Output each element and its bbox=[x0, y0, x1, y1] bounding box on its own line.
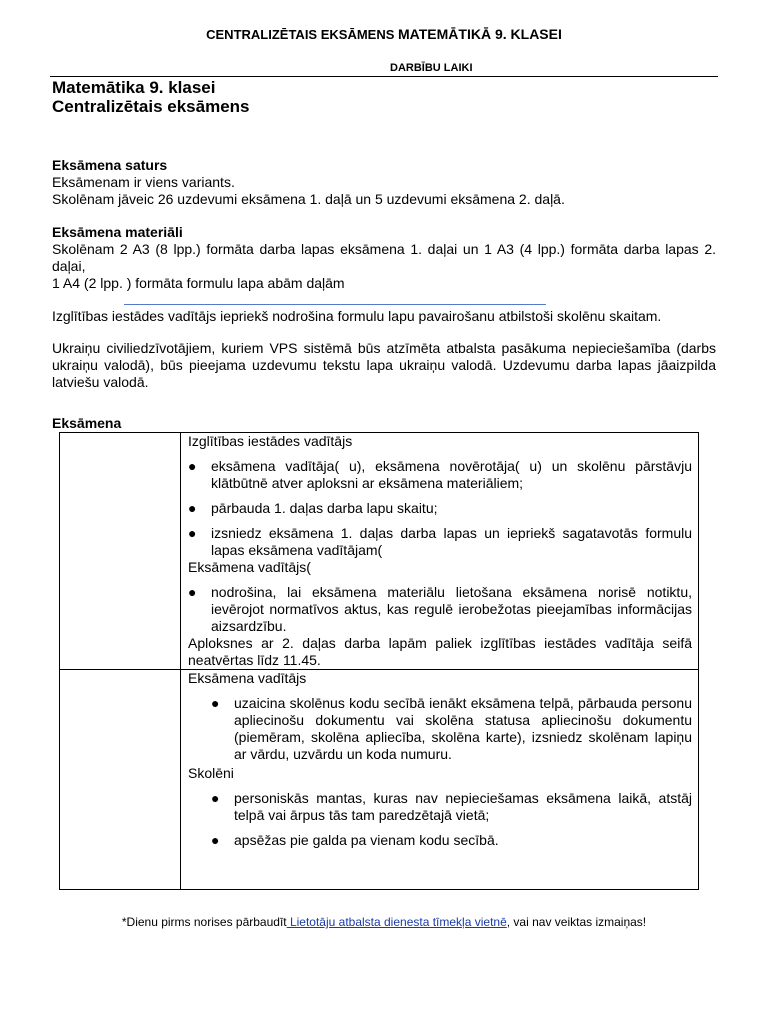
header-title-part2: MATEMĀTIKĀ 9. KLASEI bbox=[398, 26, 562, 42]
list-item: ● izsniedz eksāmena 1. daļas darba lapas un iepriekš sagatavotās formulu lapas eksāmena vadītājam( bbox=[188, 525, 692, 558]
header-title-part1: CENTRALIZĒTAIS EKSĀMENS bbox=[206, 27, 399, 42]
list-item: ● apsēžas pie galda pa vienam kodu secībā. bbox=[211, 832, 499, 848]
saturs-line1: Eksāmenam ir viens variants. bbox=[52, 174, 235, 190]
materiali-text: Skolēnam 2 A3 (8 lpp.) formāta darba lapas eksāmena 1. daļai un 1 A3 (4 lpp.) formāta darba lapas 2. daļai, bbox=[52, 241, 716, 274]
bullet-icon: ● bbox=[211, 790, 220, 806]
document-title-line1: Matemātika 9. klasei bbox=[52, 78, 216, 97]
table-row bbox=[60, 670, 699, 890]
paragraph-pavairosana: Izglītības iestādes vadītājs iepriekš nodrošina formulu lapu pavairošanu atbilstoši skolēnu skaitam. bbox=[52, 308, 662, 324]
list-item: ● uzaicina skolēnus kodu secībā ienākt eksāmena telpā, pārbauda personu apliecinošu dokumentu vai skolēna statusa apliecinošu dokumentu (piemēram, skolēna apliecība, skolēna karte), izsniedz skolēnam lapiņu ar vārdu, uzvārdu un koda numuru. bbox=[211, 695, 692, 762]
footer-note bbox=[0, 915, 768, 929]
bullet-icon: ● bbox=[188, 500, 197, 516]
bullet-icon: ● bbox=[211, 832, 220, 848]
actor-label: Skolēni bbox=[188, 765, 234, 781]
materiali-line2: 1 A4 (2 lpp. ) formāta formulu lapa abām daļām bbox=[52, 275, 345, 291]
list-item: ● eksāmena vadītāja( u), eksāmena novērotāja( u) un skolēnu pārstāvju klātbūtnē atver aploksni ar eksāmena materiāliem; bbox=[188, 458, 692, 491]
document-title-line2: Centralizētais eksāmens bbox=[52, 97, 250, 116]
time-cell bbox=[60, 433, 181, 670]
saturs-heading: Eksāmena saturs bbox=[52, 157, 168, 173]
list-item: ● personiskās mantas, kuras nav nepieciešamas eksāmena laikā, atstāj telpā vai ārpus tās tam paredzētajā vietā; bbox=[211, 790, 692, 823]
header-subtitle: DARBĪBU LAIKI bbox=[390, 62, 473, 74]
actor-label: Eksāmena vadītājs bbox=[188, 670, 307, 686]
footer-text-after: , vai nav veiktas izmaiņas! bbox=[506, 915, 647, 929]
bullet-icon: ● bbox=[188, 458, 197, 474]
actor-label: Izglītības iestādes vadītājs bbox=[188, 433, 353, 449]
bullet-icon: ● bbox=[211, 695, 220, 711]
header-title bbox=[0, 26, 768, 42]
list-item: ● pārbauda 1. daļas darba lapu skaitu; bbox=[188, 500, 438, 516]
support-link[interactable]: Lietotāju atbalsta dienesta tīmekļa vietnē bbox=[286, 915, 507, 929]
time-cell bbox=[60, 670, 181, 890]
blue-divider bbox=[124, 304, 546, 305]
section-heading: Eksāmena bbox=[52, 415, 122, 431]
materiali-heading: Eksāmena materiāli bbox=[52, 224, 183, 240]
bullet-icon: ● bbox=[188, 584, 197, 600]
header-rule bbox=[50, 76, 718, 77]
footer-text-before: *Dienu pirms norises pārbaudīt bbox=[121, 915, 287, 929]
bullet-icon: ● bbox=[188, 525, 197, 541]
paragraph-ukrainu: Ukraiņu civiliedzīvotājiem, kuriem VPS sistēmā būs atzīmēta atbalsta pasākuma nepieciešamība (darbs ukraiņu valodā), būs pieejama uzdevumu tekstu lapa ukraiņu valodā. Uzdevumu darba lapas jāaizpilda latviešu valodā. bbox=[52, 340, 716, 390]
actor-label: Eksāmena vadītājs( bbox=[188, 559, 311, 575]
table-row bbox=[60, 433, 699, 670]
actions-cell bbox=[181, 670, 699, 890]
list-item: ● nodrošina, lai eksāmena materiālu lietošana eksāmena norisē notiktu, ievērojot normatīvos aktus, kas regulē ierobežotas pieejamības informācijas aizsardzību. bbox=[188, 584, 692, 634]
saturs-line2: Skolēnam jāveic 26 uzdevumi eksāmena 1. daļā un 5 uzdevumi eksāmena 2. daļā. bbox=[52, 191, 565, 207]
schedule-table bbox=[59, 432, 699, 890]
actions-cell bbox=[181, 433, 699, 670]
closing-note: Aploksnes ar 2. daļas darba lapām paliek izglītības iestādes vadītāja seifā neatvērtas līdz 11.45. bbox=[188, 635, 692, 668]
